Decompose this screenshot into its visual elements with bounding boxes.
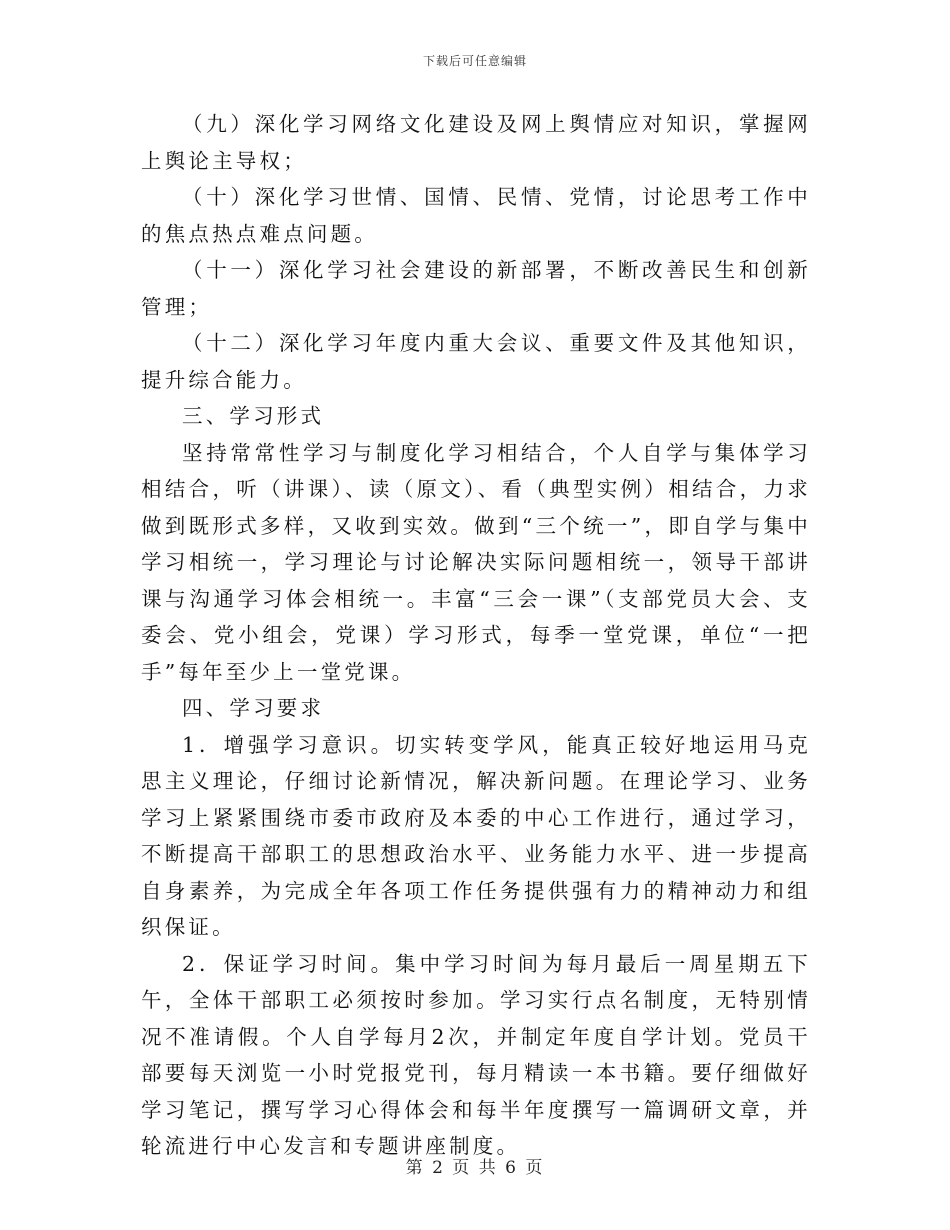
section-heading-learning-form: 三、学习形式: [182, 404, 325, 428]
paragraph-requirement-2: 2．保证学习时间。集中学习时间为每月最后一周星期五下午，全体干部职工必须按时参加。学习实行点名制度，无特别情况不准请假。个人自学每月2次，并制定年度自学计划。党员干部要每天浏览一小时党报党刊，每月精读一本书籍。要仔细做好学习笔记，撰写学习心得体会和每半年度撰写一篇调研文章，并轮流进行中心发言和专题讲座制度。: [141, 951, 811, 1158]
paragraph-learning-form: 坚持常常性学习与制度化学习相结合，个人自学与集体学习相结合，听（讲课）、读（原文）、看（典型实例）相结合，力求做到既形式多样，又收到实效。做到“三个统一”，即自学与集中学习相统一，学习理论与讨论解决实际问题相统一，领导干部讲课与沟通学习体会相统一。丰富“三会一课”（支部党员大会、支委会、党小组会，党课）学习形式，每季一堂党课，单位“一把手”每年至少上一堂党课。: [141, 440, 811, 684]
paragraph-item-10: （十）深化学习世情、国情、民情、党情，讨论思考工作中的焦点热点难点问题。: [141, 185, 811, 246]
paragraph-item-9: （九）深化学习网络文化建设及网上舆情应对知识，掌握网上舆论主导权；: [141, 112, 811, 173]
section-heading-learning-requirements: 四、学习要求: [182, 696, 325, 720]
paragraph-requirement-1: 1．增强学习意识。切实转变学风，能真正较好地运用马克思主义理论，仔细讨论新情况，解决新问题。在理论学习、业务学习上紧紧围绕市委市政府及本委的中心工作进行，通过学习，不断提高干部职工的思想政治水平、业务能力水平、进一步提高自身素养，为完成全年各项工作任务提供强有力的精神动力和组织保证。: [141, 732, 811, 939]
paragraph-item-11: （十一）深化学习社会建设的新部署，不断改善民生和创新管理；: [141, 258, 811, 319]
document-body: [141, 106, 811, 1165]
page-footer: 第 2 页 共 6 页: [405, 1158, 545, 1178]
page-header: 下载后可任意编辑: [422, 54, 527, 68]
paragraph-item-12: （十二）深化学习年度内重大会议、重要文件及其他知识，提升综合能力。: [141, 331, 811, 392]
